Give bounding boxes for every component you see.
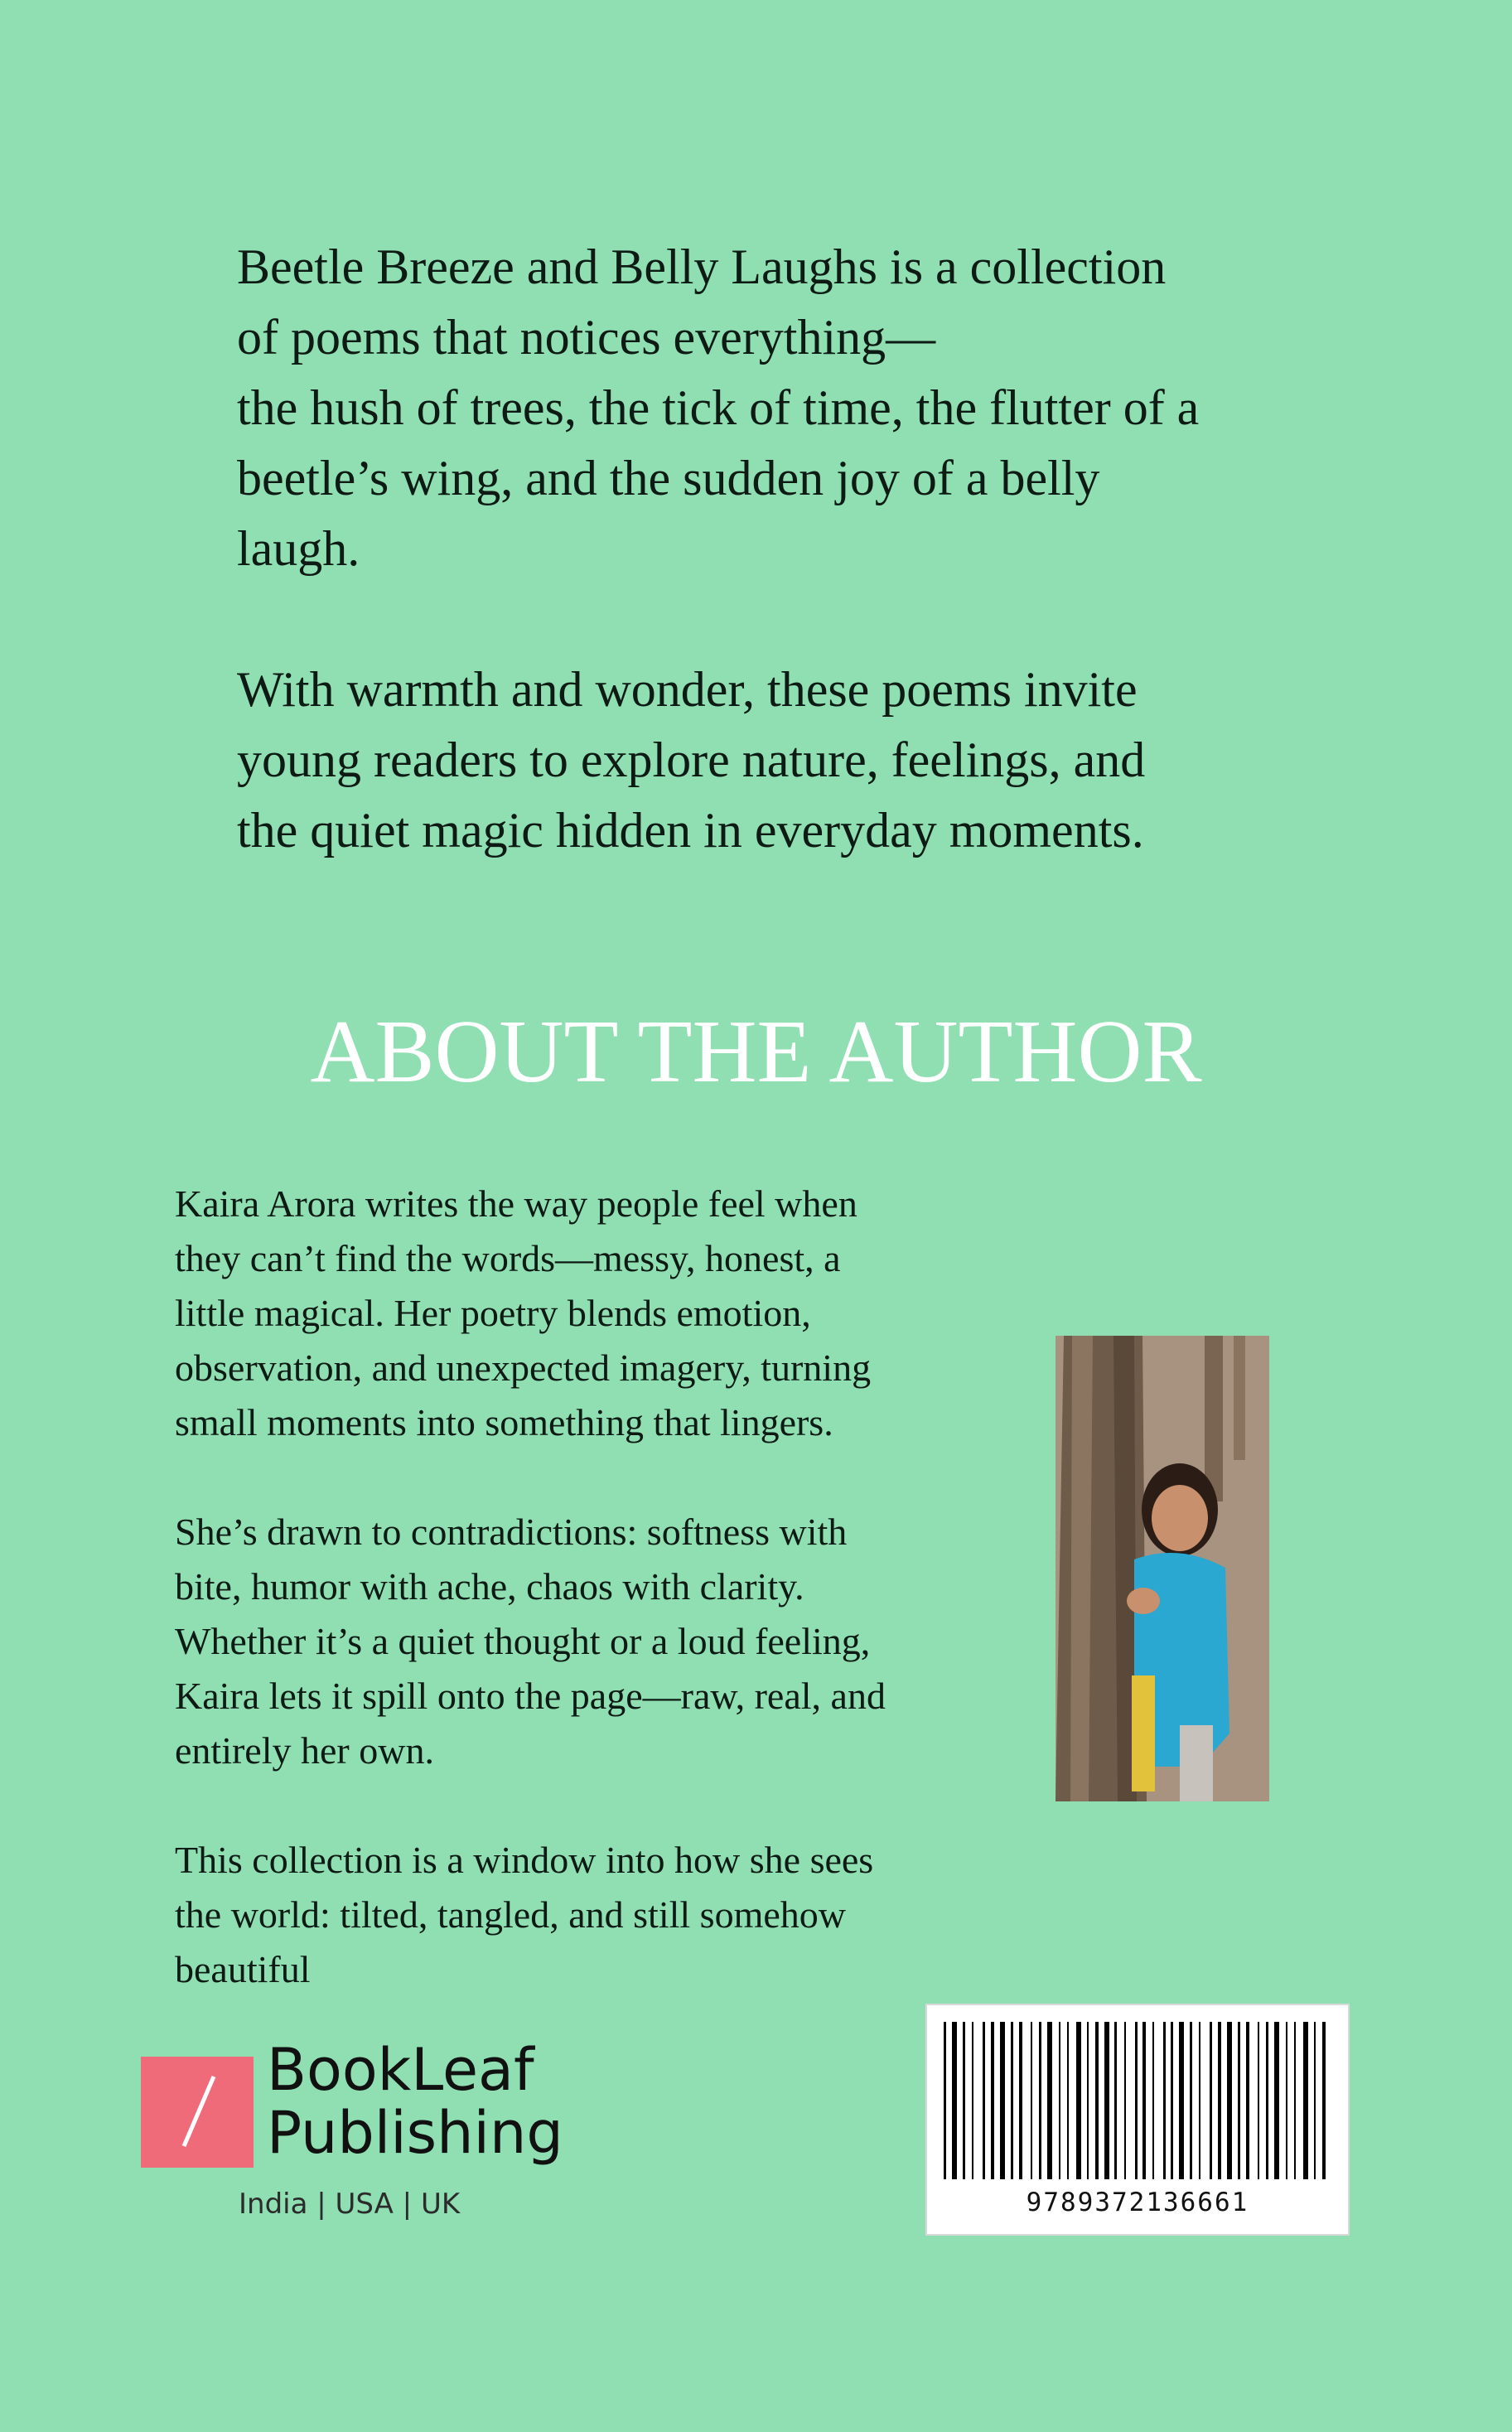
blurb-paragraph-2: With warmth and wonder, these poems invite young readers to explore nature, feelings, and the quiet magic hidden in everyday moments.	[237, 662, 1146, 858]
barcode-bar	[1104, 2022, 1109, 2179]
barcode-bar	[1274, 2022, 1279, 2179]
barcode-bar	[1135, 2022, 1138, 2179]
barcode-bar	[1114, 2022, 1117, 2179]
barcode-bar	[1322, 2022, 1326, 2179]
barcode-bar	[1124, 2022, 1126, 2179]
barcode-bar	[1171, 2022, 1173, 2179]
barcode-bar	[1218, 2022, 1221, 2179]
barcode-bar	[1210, 2022, 1212, 2179]
about-heading: ABOUT THE AUTHOR	[310, 1003, 1202, 1101]
barcode-bar	[1179, 2022, 1184, 2179]
barcode-bar	[963, 2022, 965, 2179]
author-bio	[175, 1177, 987, 1997]
barcode-bar	[1190, 2022, 1192, 2179]
barcode-bar	[1031, 2022, 1032, 2179]
bio-paragraph-3: This collection is a window into how she sees the world: tilted, tangled, and still somehow beautiful	[175, 1839, 874, 1990]
barcode-number: 9789372136661	[1026, 2188, 1249, 2217]
logo-name	[267, 2036, 563, 2167]
barcode-bar	[1019, 2022, 1022, 2179]
blurb	[237, 232, 1314, 866]
barcode-bar	[983, 2022, 985, 2179]
barcode-bar	[1047, 2022, 1052, 2179]
logo-mark	[141, 2057, 254, 2168]
barcode-bar	[1067, 2022, 1069, 2179]
bio-paragraph-1: Kaira Arora writes the way people feel when they can’t find the words—messy, honest, a little magical. Her poetry blends emotion, observation, and unexpected imagery, turning small moments into something that lingers.	[175, 1182, 872, 1443]
barcode-bar	[1087, 2022, 1089, 2179]
barcode-bar	[972, 2022, 973, 2179]
barcode-bar	[1266, 2022, 1268, 2179]
barcode-bar	[952, 2022, 957, 2179]
barcode-bar	[1227, 2022, 1232, 2179]
logo-name-line2: Publishing	[267, 2099, 563, 2167]
barcode-bar	[944, 2022, 946, 2179]
barcode-bar	[1163, 2022, 1166, 2179]
barcode-bar	[1095, 2022, 1099, 2179]
publisher-regions: India | USA | UK	[239, 2188, 461, 2221]
barcode-bar	[1238, 2022, 1240, 2179]
barcode-bar	[1076, 2022, 1081, 2179]
barcode-bar	[1059, 2022, 1060, 2179]
slash-icon	[174, 2072, 224, 2151]
barcode-bar	[1294, 2022, 1296, 2179]
blurb-paragraph-1: Beetle Breeze and Belly Laughs is a collection of poems that notices everything— the hush of trees, the tick of time, the flutter of a beetle’s wing, and the sudden joy of a belly laugh.	[237, 239, 1200, 576]
isbn-barcode	[925, 2004, 1350, 2236]
author-photo	[1056, 1336, 1269, 1801]
barcode-bar	[1011, 2022, 1013, 2179]
barcode-bar	[1303, 2022, 1308, 2179]
barcode-bar	[1246, 2022, 1249, 2179]
barcode-bar	[1000, 2022, 1005, 2179]
bio-paragraph-2: She’s drawn to contradictions: softness with bite, humor with ache, chaos with clarity. Whether it’s a quiet thought or a loud feeling, Kaira lets it spill onto the page—raw, real, and entirely her own.	[175, 1511, 886, 1772]
barcode-bars	[944, 2022, 1331, 2179]
barcode-bar	[1286, 2022, 1287, 2179]
barcode-bar	[1142, 2022, 1146, 2179]
logo-name-line1: BookLeaf	[267, 2036, 534, 2104]
barcode-bar	[1314, 2022, 1316, 2179]
barcode-bar	[1152, 2022, 1154, 2179]
barcode-bar	[1199, 2022, 1200, 2179]
barcode-bar	[991, 2022, 994, 2179]
barcode-bar	[1039, 2022, 1041, 2179]
barcode-bar	[1258, 2022, 1259, 2179]
